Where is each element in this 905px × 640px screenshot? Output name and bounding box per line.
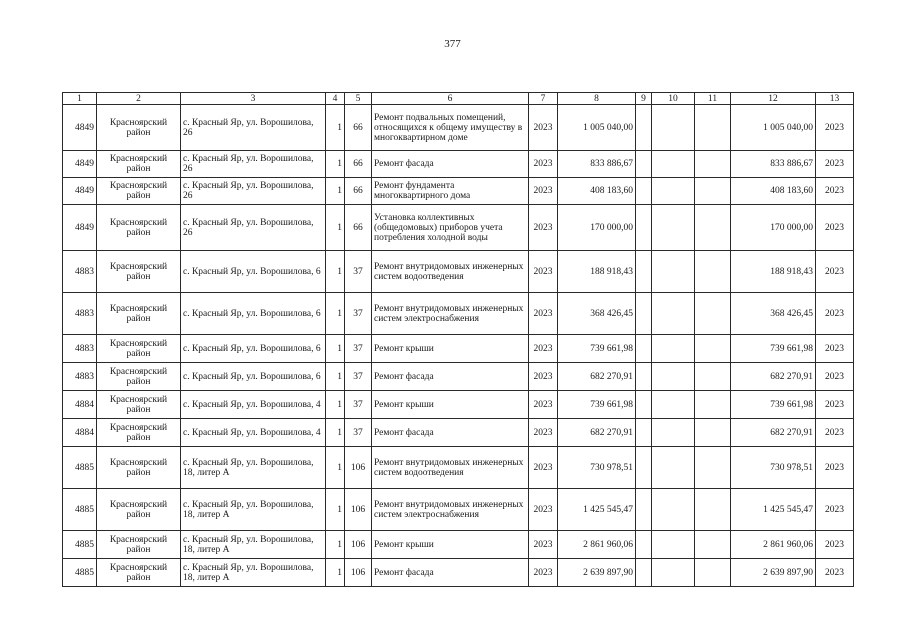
empty-cell: [652, 105, 695, 151]
column-header: 3: [181, 93, 326, 105]
empty-cell: [695, 531, 731, 559]
empty-cell: [695, 178, 731, 205]
empty-cell: [652, 293, 695, 335]
district-cell: Красноярский район: [97, 178, 181, 205]
apartments-cell: 66: [345, 178, 372, 205]
work-type-cell: Ремонт фасада: [372, 419, 529, 447]
object-id-cell: 4884: [63, 419, 97, 447]
empty-cell: [636, 363, 652, 391]
address-cell: с. Красный Яр, ул. Ворошилова, 6: [181, 293, 326, 335]
count-cell: 1: [326, 419, 345, 447]
work-type-cell: Ремонт внутридомовых инженерных систем водоотведения: [372, 447, 529, 489]
empty-cell: [695, 251, 731, 293]
object-id-cell: 4849: [63, 205, 97, 251]
empty-cell: [636, 391, 652, 419]
district-cell: Красноярский район: [97, 251, 181, 293]
address-cell: с. Красный Яр, ул. Ворошилова, 6: [181, 363, 326, 391]
table-row: [63, 363, 854, 391]
work-type-cell: Ремонт фундамента многоквартирного дома: [372, 178, 529, 205]
table-row: [63, 489, 854, 531]
completion-year-cell: 2023: [816, 559, 854, 587]
year-cell: 2023: [529, 335, 558, 363]
object-id-cell: 4885: [63, 559, 97, 587]
apartments-cell: 106: [345, 531, 372, 559]
district-cell: Красноярский район: [97, 151, 181, 178]
address-cell: с. Красный Яр, ул. Ворошилова, 4: [181, 391, 326, 419]
object-id-cell: 4883: [63, 363, 97, 391]
year-cell: 2023: [529, 205, 558, 251]
cost-cell: 1 005 040,00: [558, 105, 636, 151]
table-row: [63, 419, 854, 447]
table-row: [63, 105, 854, 151]
empty-cell: [652, 447, 695, 489]
column-header: 8: [558, 93, 636, 105]
total-cost-cell: 1 425 545,47: [731, 489, 816, 531]
cost-cell: 170 000,00: [558, 205, 636, 251]
total-cost-cell: 2 639 897,90: [731, 559, 816, 587]
completion-year-cell: 2023: [816, 335, 854, 363]
empty-cell: [652, 391, 695, 419]
apartments-cell: 66: [345, 151, 372, 178]
object-id-cell: 4883: [63, 335, 97, 363]
work-type-cell: Ремонт внутридомовых инженерных систем электроснабжения: [372, 293, 529, 335]
address-cell: с. Красный Яр, ул. Ворошилова, 18, литер А: [181, 531, 326, 559]
column-header: 7: [529, 93, 558, 105]
completion-year-cell: 2023: [816, 531, 854, 559]
total-cost-cell: 682 270,91: [731, 363, 816, 391]
district-cell: Красноярский район: [97, 205, 181, 251]
count-cell: 1: [326, 447, 345, 489]
completion-year-cell: 2023: [816, 151, 854, 178]
district-cell: Красноярский район: [97, 419, 181, 447]
count-cell: 1: [326, 559, 345, 587]
address-cell: с. Красный Яр, ул. Ворошилова, 18, литер А: [181, 559, 326, 587]
empty-cell: [636, 419, 652, 447]
count-cell: 1: [326, 293, 345, 335]
year-cell: 2023: [529, 251, 558, 293]
table-row: [63, 178, 854, 205]
work-type-cell: Ремонт крыши: [372, 335, 529, 363]
count-cell: 1: [326, 105, 345, 151]
empty-cell: [636, 559, 652, 587]
empty-cell: [695, 335, 731, 363]
year-cell: 2023: [529, 391, 558, 419]
repair-schedule-table: [62, 92, 854, 587]
cost-cell: 833 886,67: [558, 151, 636, 178]
completion-year-cell: 2023: [816, 178, 854, 205]
district-cell: Красноярский район: [97, 363, 181, 391]
year-cell: 2023: [529, 531, 558, 559]
table-row: [63, 205, 854, 251]
count-cell: 1: [326, 335, 345, 363]
empty-cell: [652, 205, 695, 251]
table-row: [63, 559, 854, 587]
apartments-cell: 37: [345, 293, 372, 335]
completion-year-cell: 2023: [816, 489, 854, 531]
empty-cell: [636, 335, 652, 363]
cost-cell: 188 918,43: [558, 251, 636, 293]
completion-year-cell: 2023: [816, 419, 854, 447]
work-type-cell: Ремонт внутридомовых инженерных систем водоотведения: [372, 251, 529, 293]
apartments-cell: 66: [345, 105, 372, 151]
year-cell: 2023: [529, 363, 558, 391]
total-cost-cell: 368 426,45: [731, 293, 816, 335]
total-cost-cell: 2 861 960,06: [731, 531, 816, 559]
year-cell: 2023: [529, 489, 558, 531]
address-cell: с. Красный Яр, ул. Ворошилова, 18, литер А: [181, 489, 326, 531]
table-row: [63, 391, 854, 419]
object-id-cell: 4849: [63, 151, 97, 178]
cost-cell: 682 270,91: [558, 363, 636, 391]
empty-cell: [652, 178, 695, 205]
cost-cell: 408 183,60: [558, 178, 636, 205]
empty-cell: [636, 531, 652, 559]
apartments-cell: 106: [345, 489, 372, 531]
empty-cell: [636, 293, 652, 335]
completion-year-cell: 2023: [816, 293, 854, 335]
empty-cell: [652, 489, 695, 531]
column-header: 13: [816, 93, 854, 105]
cost-cell: 368 426,45: [558, 293, 636, 335]
completion-year-cell: 2023: [816, 363, 854, 391]
column-header: 4: [326, 93, 345, 105]
empty-cell: [695, 151, 731, 178]
completion-year-cell: 2023: [816, 447, 854, 489]
total-cost-cell: 408 183,60: [731, 178, 816, 205]
district-cell: Красноярский район: [97, 531, 181, 559]
count-cell: 1: [326, 363, 345, 391]
column-number-row: [63, 93, 854, 105]
table-body: [63, 105, 854, 587]
address-cell: с. Красный Яр, ул. Ворошилова, 26: [181, 178, 326, 205]
count-cell: 1: [326, 489, 345, 531]
apartments-cell: 106: [345, 559, 372, 587]
address-cell: с. Красный Яр, ул. Ворошилова, 6: [181, 335, 326, 363]
work-type-cell: Ремонт фасада: [372, 151, 529, 178]
address-cell: с. Красный Яр, ул. Ворошилова, 6: [181, 251, 326, 293]
count-cell: 1: [326, 205, 345, 251]
total-cost-cell: 188 918,43: [731, 251, 816, 293]
cost-cell: 1 425 545,47: [558, 489, 636, 531]
year-cell: 2023: [529, 559, 558, 587]
object-id-cell: 4849: [63, 178, 97, 205]
total-cost-cell: 170 000,00: [731, 205, 816, 251]
count-cell: 1: [326, 251, 345, 293]
table-row: [63, 335, 854, 363]
work-type-cell: Ремонт крыши: [372, 391, 529, 419]
completion-year-cell: 2023: [816, 391, 854, 419]
cost-cell: 739 661,98: [558, 391, 636, 419]
column-header: 11: [695, 93, 731, 105]
empty-cell: [652, 419, 695, 447]
object-id-cell: 4885: [63, 447, 97, 489]
address-cell: с. Красный Яр, ул. Ворошилова, 26: [181, 151, 326, 178]
table-row: [63, 293, 854, 335]
work-type-cell: Ремонт фасада: [372, 363, 529, 391]
address-cell: с. Красный Яр, ул. Ворошилова, 26: [181, 105, 326, 151]
column-header: 6: [372, 93, 529, 105]
year-cell: 2023: [529, 293, 558, 335]
empty-cell: [636, 251, 652, 293]
completion-year-cell: 2023: [816, 205, 854, 251]
column-header: 5: [345, 93, 372, 105]
column-header: 12: [731, 93, 816, 105]
year-cell: 2023: [529, 105, 558, 151]
count-cell: 1: [326, 531, 345, 559]
empty-cell: [636, 489, 652, 531]
cost-cell: 739 661,98: [558, 335, 636, 363]
count-cell: 1: [326, 178, 345, 205]
empty-cell: [652, 335, 695, 363]
empty-cell: [636, 178, 652, 205]
total-cost-cell: 1 005 040,00: [731, 105, 816, 151]
cost-cell: 2 639 897,90: [558, 559, 636, 587]
empty-cell: [695, 391, 731, 419]
total-cost-cell: 730 978,51: [731, 447, 816, 489]
column-header: 9: [636, 93, 652, 105]
address-cell: с. Красный Яр, ул. Ворошилова, 26: [181, 205, 326, 251]
empty-cell: [695, 105, 731, 151]
empty-cell: [695, 293, 731, 335]
work-type-cell: Ремонт подвальных помещений, относящихся к общему имуществу в многоквартирном доме: [372, 105, 529, 151]
total-cost-cell: 739 661,98: [731, 391, 816, 419]
count-cell: 1: [326, 151, 345, 178]
empty-cell: [636, 151, 652, 178]
address-cell: с. Красный Яр, ул. Ворошилова, 4: [181, 419, 326, 447]
empty-cell: [695, 489, 731, 531]
district-cell: Красноярский район: [97, 391, 181, 419]
apartments-cell: 66: [345, 205, 372, 251]
address-cell: с. Красный Яр, ул. Ворошилова, 18, литер А: [181, 447, 326, 489]
object-id-cell: 4885: [63, 531, 97, 559]
table-row: [63, 531, 854, 559]
empty-cell: [636, 205, 652, 251]
empty-cell: [652, 363, 695, 391]
apartments-cell: 37: [345, 363, 372, 391]
column-header: 2: [97, 93, 181, 105]
column-header: 1: [63, 93, 97, 105]
apartments-cell: 37: [345, 391, 372, 419]
work-type-cell: Ремонт внутридомовых инженерных систем электроснабжения: [372, 489, 529, 531]
district-cell: Красноярский район: [97, 293, 181, 335]
district-cell: Красноярский район: [97, 559, 181, 587]
empty-cell: [652, 531, 695, 559]
empty-cell: [636, 105, 652, 151]
object-id-cell: 4883: [63, 251, 97, 293]
year-cell: 2023: [529, 178, 558, 205]
work-type-cell: Ремонт крыши: [372, 531, 529, 559]
year-cell: 2023: [529, 419, 558, 447]
object-id-cell: 4884: [63, 391, 97, 419]
empty-cell: [695, 559, 731, 587]
district-cell: Красноярский район: [97, 489, 181, 531]
total-cost-cell: 682 270,91: [731, 419, 816, 447]
table-row: [63, 151, 854, 178]
apartments-cell: 37: [345, 419, 372, 447]
year-cell: 2023: [529, 447, 558, 489]
apartments-cell: 37: [345, 335, 372, 363]
apartments-cell: 37: [345, 251, 372, 293]
apartments-cell: 106: [345, 447, 372, 489]
table-row: [63, 251, 854, 293]
empty-cell: [636, 447, 652, 489]
total-cost-cell: 833 886,67: [731, 151, 816, 178]
empty-cell: [652, 251, 695, 293]
district-cell: Красноярский район: [97, 335, 181, 363]
completion-year-cell: 2023: [816, 105, 854, 151]
empty-cell: [652, 151, 695, 178]
empty-cell: [695, 447, 731, 489]
empty-cell: [652, 559, 695, 587]
column-header: 10: [652, 93, 695, 105]
year-cell: 2023: [529, 151, 558, 178]
cost-cell: 682 270,91: [558, 419, 636, 447]
completion-year-cell: 2023: [816, 251, 854, 293]
empty-cell: [695, 419, 731, 447]
district-cell: Красноярский район: [97, 447, 181, 489]
object-id-cell: 4885: [63, 489, 97, 531]
object-id-cell: 4883: [63, 293, 97, 335]
empty-cell: [695, 205, 731, 251]
work-type-cell: Ремонт фасада: [372, 559, 529, 587]
empty-cell: [695, 363, 731, 391]
work-type-cell: Установка коллективных (общедомовых) приборов учета потребления холодной воды: [372, 205, 529, 251]
object-id-cell: 4849: [63, 105, 97, 151]
total-cost-cell: 739 661,98: [731, 335, 816, 363]
district-cell: Красноярский район: [97, 105, 181, 151]
page-number: 377: [444, 38, 461, 50]
table-row: [63, 447, 854, 489]
cost-cell: 730 978,51: [558, 447, 636, 489]
count-cell: 1: [326, 391, 345, 419]
cost-cell: 2 861 960,06: [558, 531, 636, 559]
